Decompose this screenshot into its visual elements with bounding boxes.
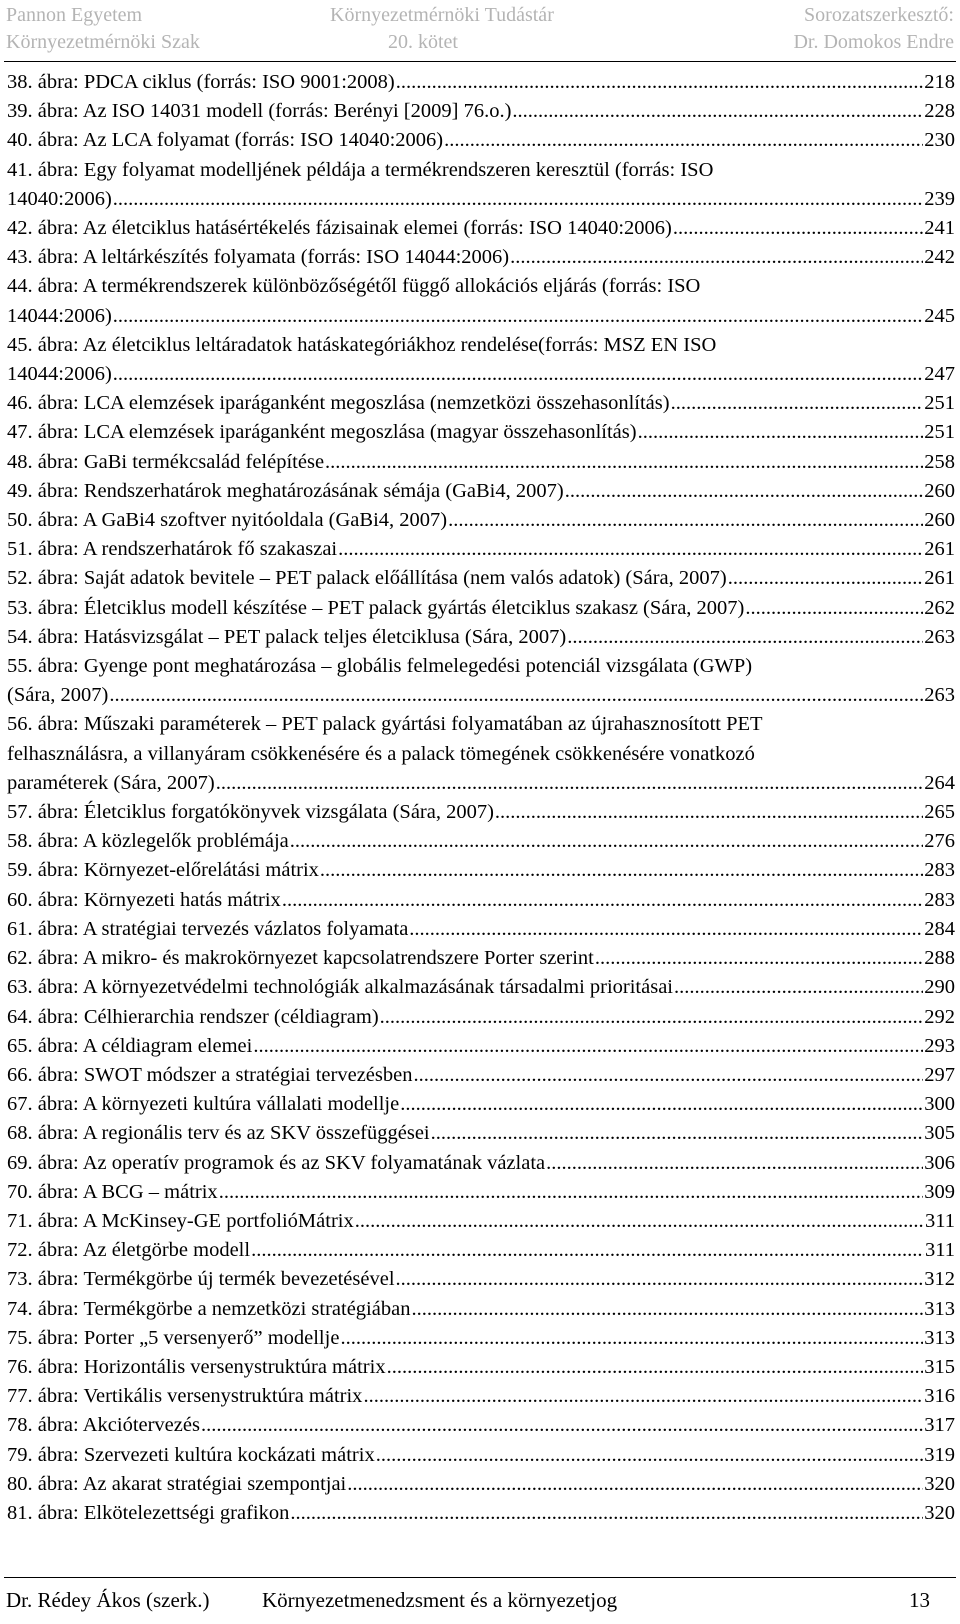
toc-entry-text: 50. ábra: A GaBi4 szoftver nyitóoldala (GaBi4, 2007) — [7, 509, 448, 532]
toc-entry-page: 311 — [925, 1239, 955, 1262]
toc-entry-page: 284 — [924, 917, 955, 940]
toc-entry-page: 320 — [924, 1501, 955, 1524]
dot-leader — [113, 360, 923, 389]
toc-entry-text: 76. ábra: Horizontális versenystruktúra mátrix — [7, 1355, 386, 1378]
dot-leader — [431, 1119, 924, 1148]
toc-entry-page: 311 — [925, 1209, 955, 1232]
dot-leader — [565, 477, 924, 506]
toc-entry-text: 63. ábra: A környezetvédelmi technológiák alkalmazásának társadalmi prioritásai — [7, 976, 673, 999]
toc-entry-page: 297 — [924, 1063, 955, 1086]
toc-entry[interactable] — [7, 126, 955, 155]
dot-leader — [251, 1236, 924, 1265]
dot-leader — [253, 1032, 923, 1061]
toc-entry[interactable] — [7, 886, 955, 915]
toc-entry[interactable] — [7, 1295, 955, 1324]
toc-entry-text: 38. ábra: PDCA ciklus (forrás: ISO 9001:2008) — [7, 71, 395, 93]
toc-entry[interactable] — [7, 1032, 955, 1061]
toc-entry-page: 306 — [924, 1151, 955, 1174]
toc-entry-text: 81. ábra: Elkötelezettségi grafikon — [7, 1501, 290, 1524]
dot-leader — [113, 185, 923, 214]
toc-entry-text: 69. ábra: Az operatív programok és az SKV folyamatának vázlata — [7, 1151, 546, 1174]
page-number: 13 — [909, 1588, 930, 1612]
toc-entry[interactable] — [7, 1149, 955, 1178]
dot-leader — [113, 302, 923, 331]
toc-entry-page: 320 — [924, 1472, 955, 1495]
toc-entry[interactable] — [7, 1178, 955, 1207]
toc-entry[interactable] — [7, 477, 955, 506]
toc-entry-page: 245 — [924, 304, 955, 327]
footer-book-title: Környezetmenedzsment és a környezetjog — [262, 1588, 618, 1612]
toc-entry-text: 70. ábra: A BCG – mátrix — [7, 1180, 218, 1203]
toc-entry[interactable] — [7, 827, 955, 856]
toc-entry-page: 263 — [924, 684, 955, 707]
toc-entry-page: 313 — [924, 1297, 955, 1320]
toc-entry[interactable] — [7, 623, 955, 652]
toc-entry-text: 45. ábra: Az életciklus leltáradatok hatáskategóriákhoz rendelése(forrás: MSZ EN ISO — [7, 333, 717, 356]
dot-leader — [674, 973, 923, 1002]
toc-entry-text: 72. ábra: Az életgörbe modell — [7, 1239, 251, 1262]
header-volume: 20. kötet — [388, 31, 458, 53]
toc-entry-text: 58. ábra: A közlegelők problémája — [7, 830, 289, 853]
toc-entry-page: 283 — [924, 859, 955, 882]
toc-entry[interactable] — [7, 243, 955, 272]
toc-entry-page: 218 — [924, 71, 955, 93]
toc-entry[interactable] — [7, 1324, 955, 1353]
dot-leader — [673, 214, 923, 243]
toc-entry-text: 66. ábra: SWOT módszer a stratégiai tervezésben — [7, 1063, 413, 1086]
dot-leader — [510, 243, 923, 272]
toc-entry-page: 312 — [924, 1268, 955, 1291]
page-footer — [0, 1578, 960, 1618]
toc-entry[interactable] — [7, 1090, 955, 1119]
toc-entry-text: 71. ábra: A McKinsey-GE portfolióMátrix — [7, 1209, 354, 1232]
toc-entry-page: 313 — [924, 1326, 955, 1349]
toc-entry-text: 42. ábra: Az életciklus hatásértékelés fázisainak elemei (forrás: ISO 14040:2006) — [7, 217, 672, 240]
toc-entry[interactable] — [7, 798, 955, 827]
toc-entry[interactable] — [7, 1061, 955, 1090]
toc-entry[interactable] — [7, 1411, 955, 1440]
dot-leader — [413, 1061, 923, 1090]
toc-entry[interactable] — [7, 973, 955, 1002]
toc-entry[interactable] — [7, 1441, 955, 1470]
toc-entry-page: 228 — [924, 100, 955, 123]
toc-entry-text: 79. ábra: Szervezeti kultúra kockázati mátrix — [7, 1443, 375, 1466]
dot-leader — [320, 856, 923, 885]
toc-entry-page: 262 — [924, 596, 955, 619]
header-university: Pannon Egyetem — [6, 4, 143, 26]
toc-entry-text: 61. ábra: A stratégiai tervezés vázlatos folyamata — [7, 917, 409, 940]
toc-entry-page: 260 — [924, 509, 955, 532]
toc-entry-text: 68. ábra: A regionális terv és az SKV összefüggései — [7, 1122, 430, 1145]
toc-entry-page: 251 — [924, 421, 955, 444]
toc-entry-page: 300 — [924, 1093, 955, 1116]
toc-entry-text: 40. ábra: Az LCA folyamat (forrás: ISO 14040:2006) — [7, 129, 444, 152]
toc-entry-page: 258 — [924, 450, 955, 473]
toc-entry-text: 49. ábra: Rendszerhatárok meghatározásának sémája (GaBi4, 2007) — [7, 479, 564, 502]
page-header — [0, 0, 960, 60]
dot-leader — [411, 1295, 923, 1324]
toc-entry-page: 263 — [924, 625, 955, 648]
dot-leader — [376, 1441, 924, 1470]
dot-leader — [325, 448, 923, 477]
toc-entry-page: 251 — [924, 392, 955, 415]
toc-entry[interactable] — [7, 564, 955, 593]
toc-entry-text: 53. ábra: Életciklus modell készítése – PET palack gyártás életciklus szakasz (Sára, 2007) — [7, 596, 745, 619]
header-editor-label: Sorozatszerkesztő: — [804, 4, 954, 26]
toc-entry[interactable] — [7, 506, 955, 535]
toc-entry-text: 78. ábra: Akciótervezés — [7, 1414, 200, 1437]
toc-entry[interactable] — [7, 214, 955, 243]
toc-entry[interactable] — [7, 915, 955, 944]
dot-leader — [363, 1382, 923, 1411]
toc-entry-text: 52. ábra: Saját adatok bevitele – PET palack előállítása (nem valós adatok) (Sára, 2007) — [7, 567, 727, 590]
toc-entry-text: 54. ábra: Hatásvizsgálat – PET palack teljes életciklusa (Sára, 2007) — [7, 625, 567, 648]
toc-entry-text: 62. ábra: A mikro- és makrokörnyezet kapcsolatrendszere Porter szerint — [7, 947, 594, 970]
toc-entry-page: 288 — [924, 947, 955, 970]
toc-entry-text: paraméterek (Sára, 2007) — [7, 771, 215, 794]
dot-leader — [444, 126, 923, 155]
toc-entry-text: 14040:2006) — [7, 187, 112, 210]
toc-entry-page: 264 — [924, 771, 955, 794]
toc-entry-text: 57. ábra: Életciklus forgatókönyvek vizsgálata (Sára, 2007) — [7, 801, 494, 824]
toc-entry[interactable] — [7, 944, 955, 973]
dot-leader — [355, 1207, 924, 1236]
toc-entry[interactable] — [7, 156, 955, 214]
dot-leader — [448, 506, 923, 535]
toc-entry-text: 39. ábra: Az ISO 14031 modell (forrás: Berényi [2009] 76.o.) — [7, 100, 512, 123]
toc-entry[interactable] — [7, 1236, 955, 1265]
toc-entry-text: 75. ábra: Porter „5 versenyerő” modellje — [7, 1326, 340, 1349]
header-editor-name: Dr. Domokos Endre — [793, 31, 954, 53]
toc-entry[interactable] — [7, 535, 955, 564]
toc-entry-text: 43. ábra: A leltárkészítés folyamata (forrás: ISO 14044:2006) — [7, 246, 510, 269]
figure-list — [7, 68, 955, 1528]
toc-entry[interactable] — [7, 1353, 955, 1382]
dot-leader — [396, 1265, 924, 1294]
toc-entry[interactable] — [7, 389, 955, 418]
toc-entry-page: 283 — [924, 888, 955, 911]
toc-entry[interactable] — [7, 1207, 955, 1236]
toc-entry-page: 247 — [924, 363, 955, 386]
toc-entry-page: 316 — [924, 1385, 955, 1408]
dot-leader — [396, 68, 924, 97]
toc-entry[interactable] — [7, 1003, 955, 1032]
toc-entry-text: 74. ábra: Termékgörbe a nemzetközi stratégiában — [7, 1297, 411, 1320]
toc-entry-text: 64. ábra: Célhierarchia rendszer (céldiagram) — [7, 1005, 379, 1028]
footer-author: Dr. Rédey Ákos (szerk.) — [6, 1588, 210, 1612]
dot-leader — [671, 389, 924, 418]
toc-entry[interactable] — [7, 856, 955, 885]
toc-entry-page: 260 — [924, 479, 955, 502]
toc-entry[interactable] — [7, 1499, 955, 1528]
dot-leader — [546, 1149, 923, 1178]
toc-entry-text: 73. ábra: Termékgörbe új termék bevezetésével — [7, 1268, 395, 1291]
toc-entry-page: 292 — [924, 1005, 955, 1028]
toc-entry-page: 305 — [924, 1122, 955, 1145]
dot-leader — [409, 915, 923, 944]
toc-entry[interactable] — [7, 448, 955, 477]
dot-leader — [338, 535, 923, 564]
toc-entry[interactable] — [7, 710, 955, 798]
toc-entry-text: 56. ábra: Műszaki paraméterek – PET palack gyártási folyamatában az újrahasznosított PET — [7, 713, 763, 736]
toc-entry-page: 276 — [924, 830, 955, 853]
toc-entry-text: 60. ábra: Környezeti hatás mátrix — [7, 888, 281, 911]
dot-leader — [638, 418, 924, 447]
dot-leader — [201, 1411, 923, 1440]
toc-entry-text: 65. ábra: A céldiagram elemei — [7, 1034, 253, 1057]
toc-entry[interactable] — [7, 97, 955, 126]
dot-leader — [290, 1499, 923, 1528]
toc-entry-text: 55. ábra: Gyenge pont meghatározása – globális felmelegedési potenciál vizsgálata (GWP) — [7, 655, 753, 678]
toc-entry-page: 261 — [924, 567, 955, 590]
toc-entry[interactable] — [7, 1470, 955, 1499]
dot-leader — [567, 623, 923, 652]
toc-entry[interactable] — [7, 418, 955, 447]
dot-leader — [347, 1470, 923, 1499]
dot-leader — [219, 1178, 924, 1207]
dot-leader — [595, 944, 923, 973]
toc-entry[interactable] — [7, 68, 955, 97]
toc-entry[interactable] — [7, 1265, 955, 1294]
toc-entry-text: 14044:2006) — [7, 363, 112, 386]
dot-leader — [728, 564, 924, 593]
toc-entry-page: 230 — [924, 129, 955, 152]
toc-entry-text: 51. ábra: A rendszerhatárok fő szakaszai — [7, 538, 338, 561]
dot-leader — [387, 1353, 924, 1382]
dot-leader — [340, 1324, 923, 1353]
dot-leader — [495, 798, 923, 827]
toc-entry-text: 14044:2006) — [7, 304, 112, 327]
dot-leader — [400, 1090, 923, 1119]
toc-entry[interactable] — [7, 331, 955, 389]
toc-entry-text: (Sára, 2007) — [7, 684, 109, 707]
toc-entry[interactable] — [7, 1119, 955, 1148]
dot-leader — [290, 827, 923, 856]
toc-entry-page: 317 — [924, 1414, 955, 1437]
toc-entry-page: 261 — [924, 538, 955, 561]
dot-leader — [282, 886, 923, 915]
toc-entry-text: 80. ábra: Az akarat stratégiai szempontjai — [7, 1472, 347, 1495]
dot-leader — [745, 594, 923, 623]
toc-entry-page: 290 — [924, 976, 955, 999]
toc-entry-text: 59. ábra: Környezet-előrelátási mátrix — [7, 859, 319, 882]
dot-leader — [380, 1003, 924, 1032]
toc-entry-text: 41. ábra: Egy folyamat modelljének példája a termékrendszeren keresztül (forrás: ISO — [7, 158, 714, 181]
toc-entry-page: 319 — [924, 1443, 955, 1466]
dot-leader — [109, 681, 923, 710]
toc-entry-page: 293 — [924, 1034, 955, 1057]
toc-entry[interactable] — [7, 652, 955, 710]
header-series-title: Környezetmérnöki Tudástár — [330, 4, 554, 26]
toc-entry-page: 241 — [924, 217, 955, 240]
toc-entry-text: 44. ábra: A termékrendszerek különbözőségétől függő allokációs eljárás (forrás: ISO — [7, 275, 701, 298]
toc-entry-page: 265 — [924, 801, 955, 824]
toc-entry[interactable] — [7, 1382, 955, 1411]
toc-entry-page: 242 — [924, 246, 955, 269]
toc-entry-page: 239 — [924, 187, 955, 210]
toc-entry-text: 48. ábra: GaBi termékcsalád felépítése — [7, 450, 325, 473]
toc-entry-text: 46. ábra: LCA elemzések iparáganként megoszlása (nemzetközi összehasonlítás) — [7, 392, 670, 415]
header-rule — [4, 61, 956, 62]
toc-entry-text: 47. ábra: LCA elemzések iparáganként megoszlása (magyar összehasonlítás) — [7, 421, 637, 444]
toc-entry-page: 309 — [924, 1180, 955, 1203]
dot-leader — [216, 769, 924, 798]
toc-entry[interactable] — [7, 272, 955, 330]
toc-entry-page: 315 — [924, 1355, 955, 1378]
header-program: Környezetmérnöki Szak — [6, 31, 200, 53]
toc-entry[interactable] — [7, 594, 955, 623]
toc-entry-text: felhasználásra, a villanyáram csökkenésére és a palack tömegének csökkenésére vonatkozó — [7, 742, 755, 765]
toc-entry-text: 77. ábra: Vertikális versenystruktúra mátrix — [7, 1385, 363, 1408]
dot-leader — [512, 97, 923, 126]
toc-entry-text: 67. ábra: A környezeti kultúra vállalati modellje — [7, 1093, 400, 1116]
